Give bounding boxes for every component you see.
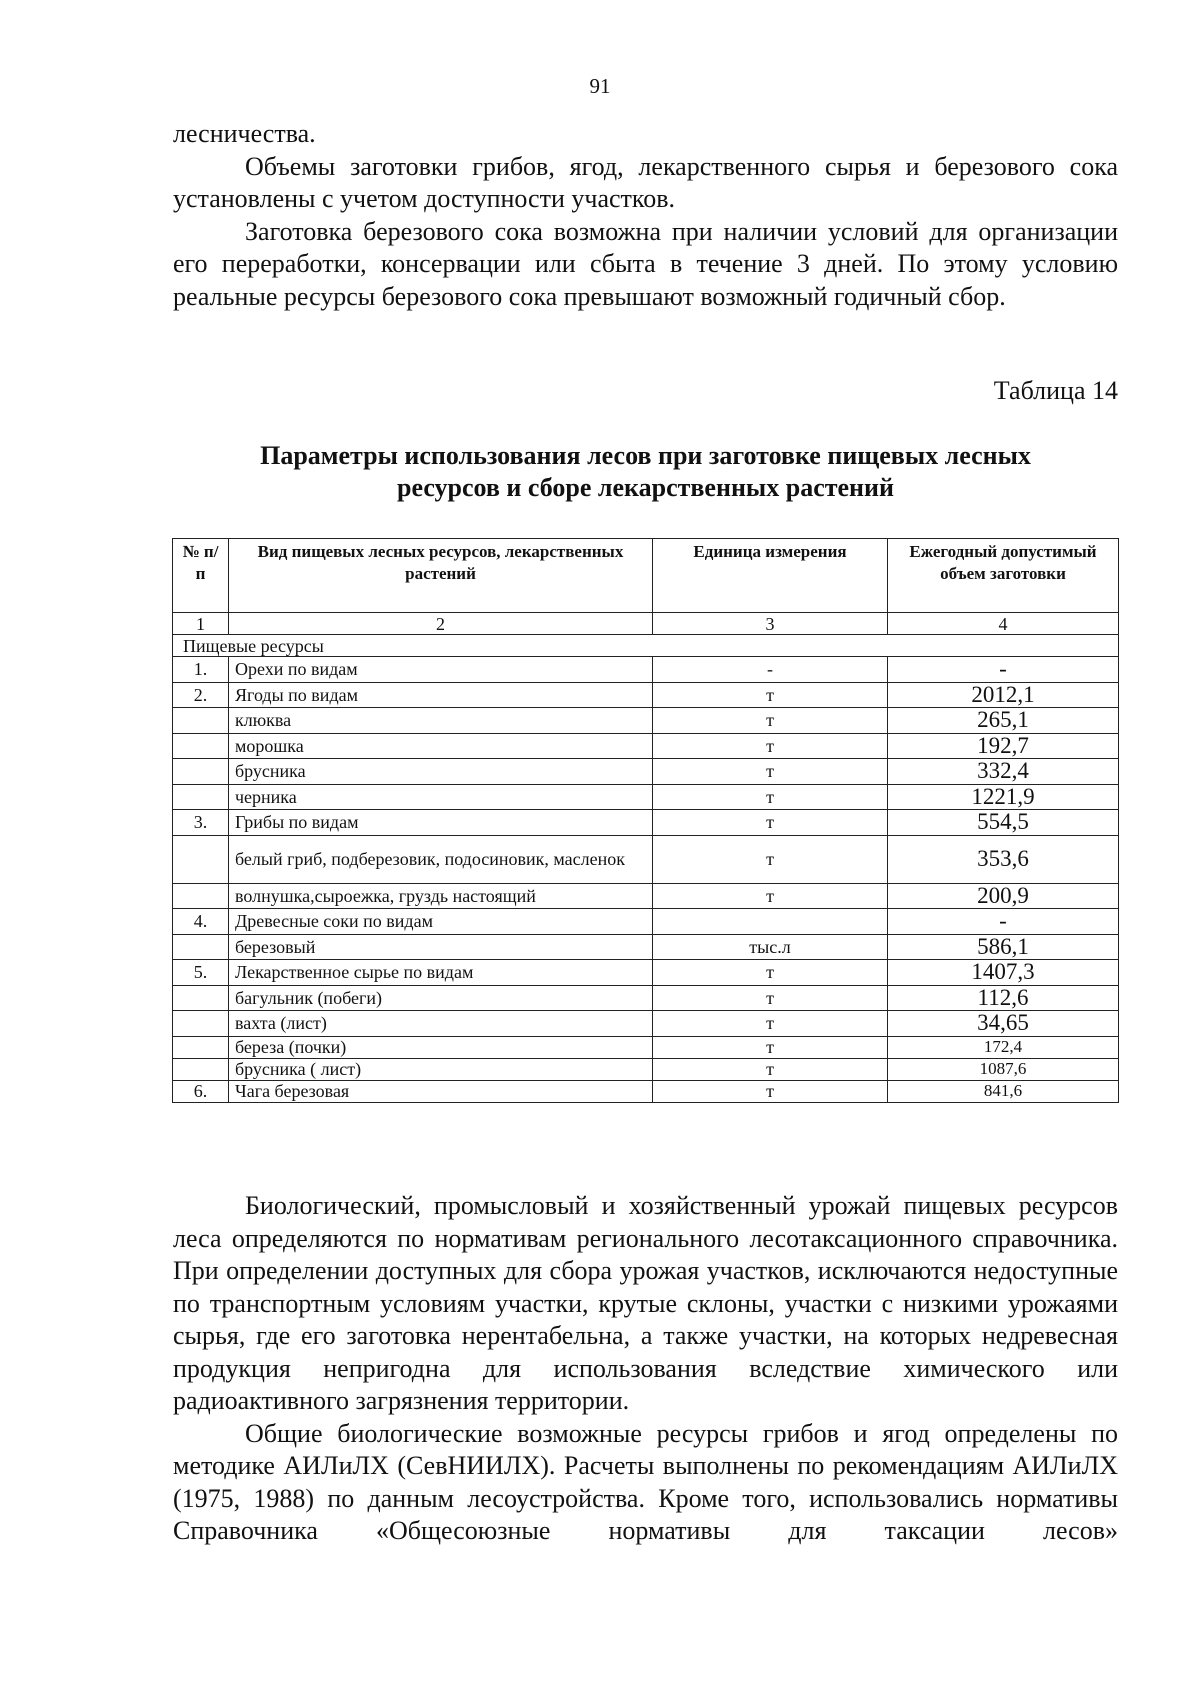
- table-row: [173, 1011, 1119, 1037]
- row-number: [173, 883, 229, 909]
- unit: т: [653, 733, 888, 759]
- annual-volume: 1407,3: [888, 960, 1119, 986]
- row-number: 5.: [173, 960, 229, 986]
- annual-volume: 353,6: [888, 835, 1119, 883]
- unit: т: [653, 883, 888, 909]
- column-number: 3: [653, 613, 888, 635]
- row-number: [173, 784, 229, 810]
- resource-name: багульник (побеги): [229, 985, 653, 1011]
- column-number-row: [173, 613, 1119, 635]
- intro-paragraph-2: Заготовка березового сока возможна при наличии условий для организации его переработки, консервации или сбыта в течение 3 дней. По этому условию реальные ресурсы березового сока превышают возможный годичный сбор.: [173, 216, 1118, 311]
- annual-volume: 200,9: [888, 883, 1119, 909]
- resources-table: [172, 538, 1119, 1103]
- annual-volume: 265,1: [888, 708, 1119, 734]
- table-row: [173, 985, 1119, 1011]
- table-row: [173, 909, 1119, 935]
- row-number: [173, 708, 229, 734]
- resource-name: клюква: [229, 708, 653, 734]
- unit: т: [653, 708, 888, 734]
- table-row: [173, 682, 1119, 708]
- resource-name: березовый: [229, 934, 653, 960]
- table-row: [173, 1080, 1119, 1102]
- resource-name: брусника: [229, 759, 653, 785]
- unit: тыс.л: [653, 934, 888, 960]
- annual-volume: 554,5: [888, 810, 1119, 836]
- column-number: 4: [888, 613, 1119, 635]
- table-row: [173, 835, 1119, 883]
- header-annual-volume: Ежегодный допустимый объем заготовки: [888, 539, 1119, 613]
- unit: т: [653, 682, 888, 708]
- row-number: 3.: [173, 810, 229, 836]
- table-title: [173, 440, 1118, 504]
- unit: т: [653, 759, 888, 785]
- table-row: [173, 784, 1119, 810]
- resource-name: Грибы по видам: [229, 810, 653, 836]
- annual-volume: -: [888, 909, 1119, 935]
- intro-paragraph-0: лесничества.: [173, 119, 316, 148]
- table-row: [173, 1036, 1119, 1058]
- row-number: [173, 759, 229, 785]
- annual-volume: 1087,6: [888, 1058, 1119, 1080]
- unit: т: [653, 810, 888, 836]
- unit: т: [653, 1080, 888, 1102]
- resource-name: брусника ( лист): [229, 1058, 653, 1080]
- outro-text: [173, 1190, 1118, 1548]
- table-row: [173, 657, 1119, 683]
- table-row: [173, 733, 1119, 759]
- section-label: Пищевые ресурсы: [173, 635, 1119, 657]
- row-number: [173, 835, 229, 883]
- resource-name: белый гриб, подберезовик, подосиновик, масленок: [229, 835, 653, 883]
- outro-paragraph-2: Общие биологические возможные ресурсы грибов и ягод определены по методике АИЛиЛХ (СевНИИЛХ). Расчеты выполнены по рекомендациям АИЛиЛХ (1975, 1988) по данным лесоустройства. Кроме того, использовались нормативы Справочника «Общесоюзные нормативы для таксации лесов»: [173, 1418, 1118, 1545]
- annual-volume: 841,6: [888, 1080, 1119, 1102]
- annual-volume: 112,6: [888, 985, 1119, 1011]
- annual-volume: 1221,9: [888, 784, 1119, 810]
- row-number: 4.: [173, 909, 229, 935]
- row-number: [173, 733, 229, 759]
- annual-volume: 192,7: [888, 733, 1119, 759]
- resource-name: Орехи по видам: [229, 657, 653, 683]
- annual-volume: -: [888, 657, 1119, 683]
- intro-text: [173, 118, 1118, 313]
- annual-volume: 586,1: [888, 934, 1119, 960]
- row-number: 6.: [173, 1080, 229, 1102]
- row-number: [173, 1058, 229, 1080]
- row-number: [173, 934, 229, 960]
- resource-name: Чага березовая: [229, 1080, 653, 1102]
- row-number: [173, 985, 229, 1011]
- table-row: [173, 934, 1119, 960]
- row-number: 2.: [173, 682, 229, 708]
- resource-name: вахта (лист): [229, 1011, 653, 1037]
- resource-name: Древесные соки по видам: [229, 909, 653, 935]
- resource-name: Ягоды по видам: [229, 682, 653, 708]
- resource-name: Лекарственное сырье по видам: [229, 960, 653, 986]
- column-number: 2: [229, 613, 653, 635]
- unit: т: [653, 1011, 888, 1037]
- resource-name: черника: [229, 784, 653, 810]
- annual-volume: 172,4: [888, 1036, 1119, 1058]
- column-number: 1: [173, 613, 229, 635]
- table-row: [173, 708, 1119, 734]
- row-number: [173, 1011, 229, 1037]
- unit: т: [653, 784, 888, 810]
- table-row: [173, 1058, 1119, 1080]
- resource-name: морошка: [229, 733, 653, 759]
- section-row: [173, 635, 1119, 657]
- table-row: [173, 883, 1119, 909]
- unit: т: [653, 960, 888, 986]
- row-number: [173, 1036, 229, 1058]
- table-title-line-2: ресурсов и сборе лекарственных растений: [397, 473, 894, 502]
- unit: [653, 909, 888, 935]
- resource-name: волнушка,сыроежка, груздь настоящий: [229, 883, 653, 909]
- table-label: Таблица 14: [993, 376, 1118, 405]
- outro-paragraph-1: Биологический, промысловый и хозяйственный урожай пищевых ресурсов леса определяются по нормативам регионального лесотаксационного справочника. При определении доступных для сбора урожая участков, исключаются недоступные по транспортным условиям участки, крутые склоны, участки с низкими урожаями сырья, где его заготовка нерентабельна, а также участки, на которых недревесная продукция непригодна для использования вследствие химического или радиоактивного загрязнения территории.: [173, 1191, 1118, 1415]
- intro-paragraph-1: Объемы заготовки грибов, ягод, лекарственного сырья и березового сока установлены с учетом доступности участков.: [173, 151, 1118, 213]
- unit: т: [653, 835, 888, 883]
- header-number: № п/п: [173, 539, 229, 613]
- unit: т: [653, 1036, 888, 1058]
- table-row: [173, 759, 1119, 785]
- annual-volume: 332,4: [888, 759, 1119, 785]
- header-resource-type: Вид пищевых лесных ресурсов, лекарственных растений: [229, 539, 653, 613]
- annual-volume: 34,65: [888, 1011, 1119, 1037]
- header-unit: Единица измерения: [653, 539, 888, 613]
- annual-volume: 2012,1: [888, 682, 1119, 708]
- resource-name: береза (почки): [229, 1036, 653, 1058]
- row-number: 1.: [173, 657, 229, 683]
- unit: т: [653, 1058, 888, 1080]
- table-row: [173, 960, 1119, 986]
- unit: т: [653, 985, 888, 1011]
- unit: -: [653, 657, 888, 683]
- page-number: 91: [589, 74, 611, 98]
- table-row: [173, 810, 1119, 836]
- table-title-line-1: Параметры использования лесов при заготовке пищевых лесных: [260, 441, 1031, 470]
